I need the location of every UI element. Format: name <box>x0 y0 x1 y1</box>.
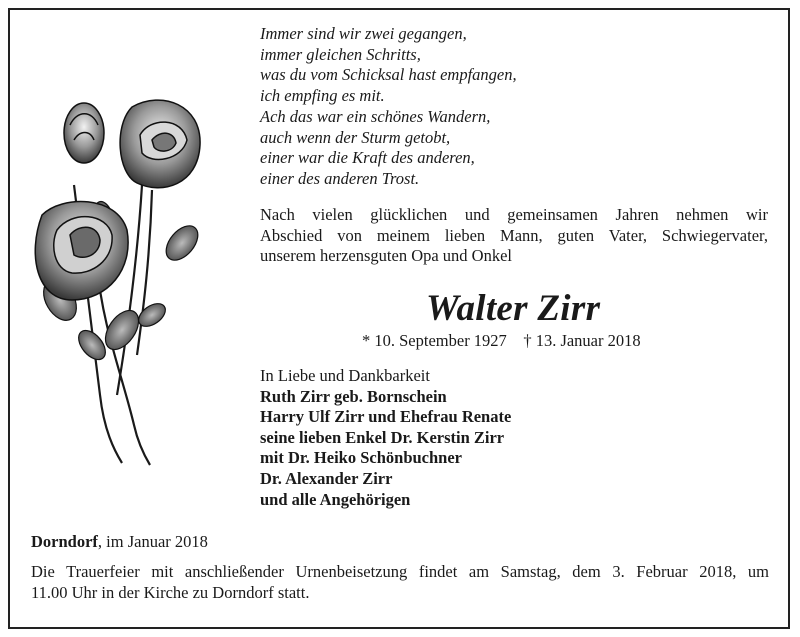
poem-line: einer des anderen Trost. <box>260 168 420 188</box>
mourners-heading: In Liebe und Dankbarkeit <box>260 366 430 385</box>
intro-line: Nach vielen glücklichen und gemeinsamen Jahren nehmen wir <box>260 205 768 224</box>
birth-date: * 10. September 1927 <box>362 331 507 350</box>
notice-line: Die Trauerfeier mit anschließender Urnenbeisetzung findet am Samstag, dem 3. Februar 2018, um <box>31 562 769 581</box>
death-date: † 13. Januar 2018 <box>523 331 641 350</box>
mourners-list <box>260 366 511 510</box>
intro-line: Abschied von meinem lieben Mann, guten Vater, Schwiegervater, <box>260 225 768 245</box>
poem-line: Ach das war ein schönes Wandern, <box>260 106 491 126</box>
mourner-name: seine lieben Enkel Dr. Kerstin Zirr <box>260 427 505 447</box>
poem-line: was du vom Schicksal hast empfangen, <box>260 65 517 85</box>
mourner-name: und alle Angehörigen <box>260 489 411 509</box>
intro-text <box>260 205 768 267</box>
life-dates <box>362 331 641 351</box>
place-town: Dorndorf <box>31 532 98 551</box>
intro-line: unserem herzensguten Opa und Onkel <box>260 246 513 265</box>
poem-line: auch wenn der Sturm getobt, <box>260 127 451 147</box>
poem-line: einer war die Kraft des anderen, <box>260 148 475 168</box>
deceased-name: Walter Zirr <box>426 288 601 329</box>
poem-line: immer gleichen Schritts, <box>260 44 421 64</box>
mourner-name: Harry Ulf Zirr und Ehefrau Renate <box>260 407 512 427</box>
roses-illustration <box>22 95 212 470</box>
place-month: , im Januar 2018 <box>97 532 208 551</box>
notice-line: 11.00 Uhr in der Kirche zu Dorndorf statt. <box>31 583 310 602</box>
poem-line: ich empfing es mit. <box>260 86 385 106</box>
mourner-name: Ruth Zirr geb. Bornschein <box>260 386 447 406</box>
mourner-name: mit Dr. Heiko Schönbuchner <box>260 448 462 468</box>
mourner-name: Dr. Alexander Zirr <box>260 468 393 488</box>
poem-line: Immer sind wir zwei gegangen, <box>260 24 467 43</box>
place-date <box>31 532 208 552</box>
poem <box>260 24 517 190</box>
funeral-notice <box>31 561 769 603</box>
